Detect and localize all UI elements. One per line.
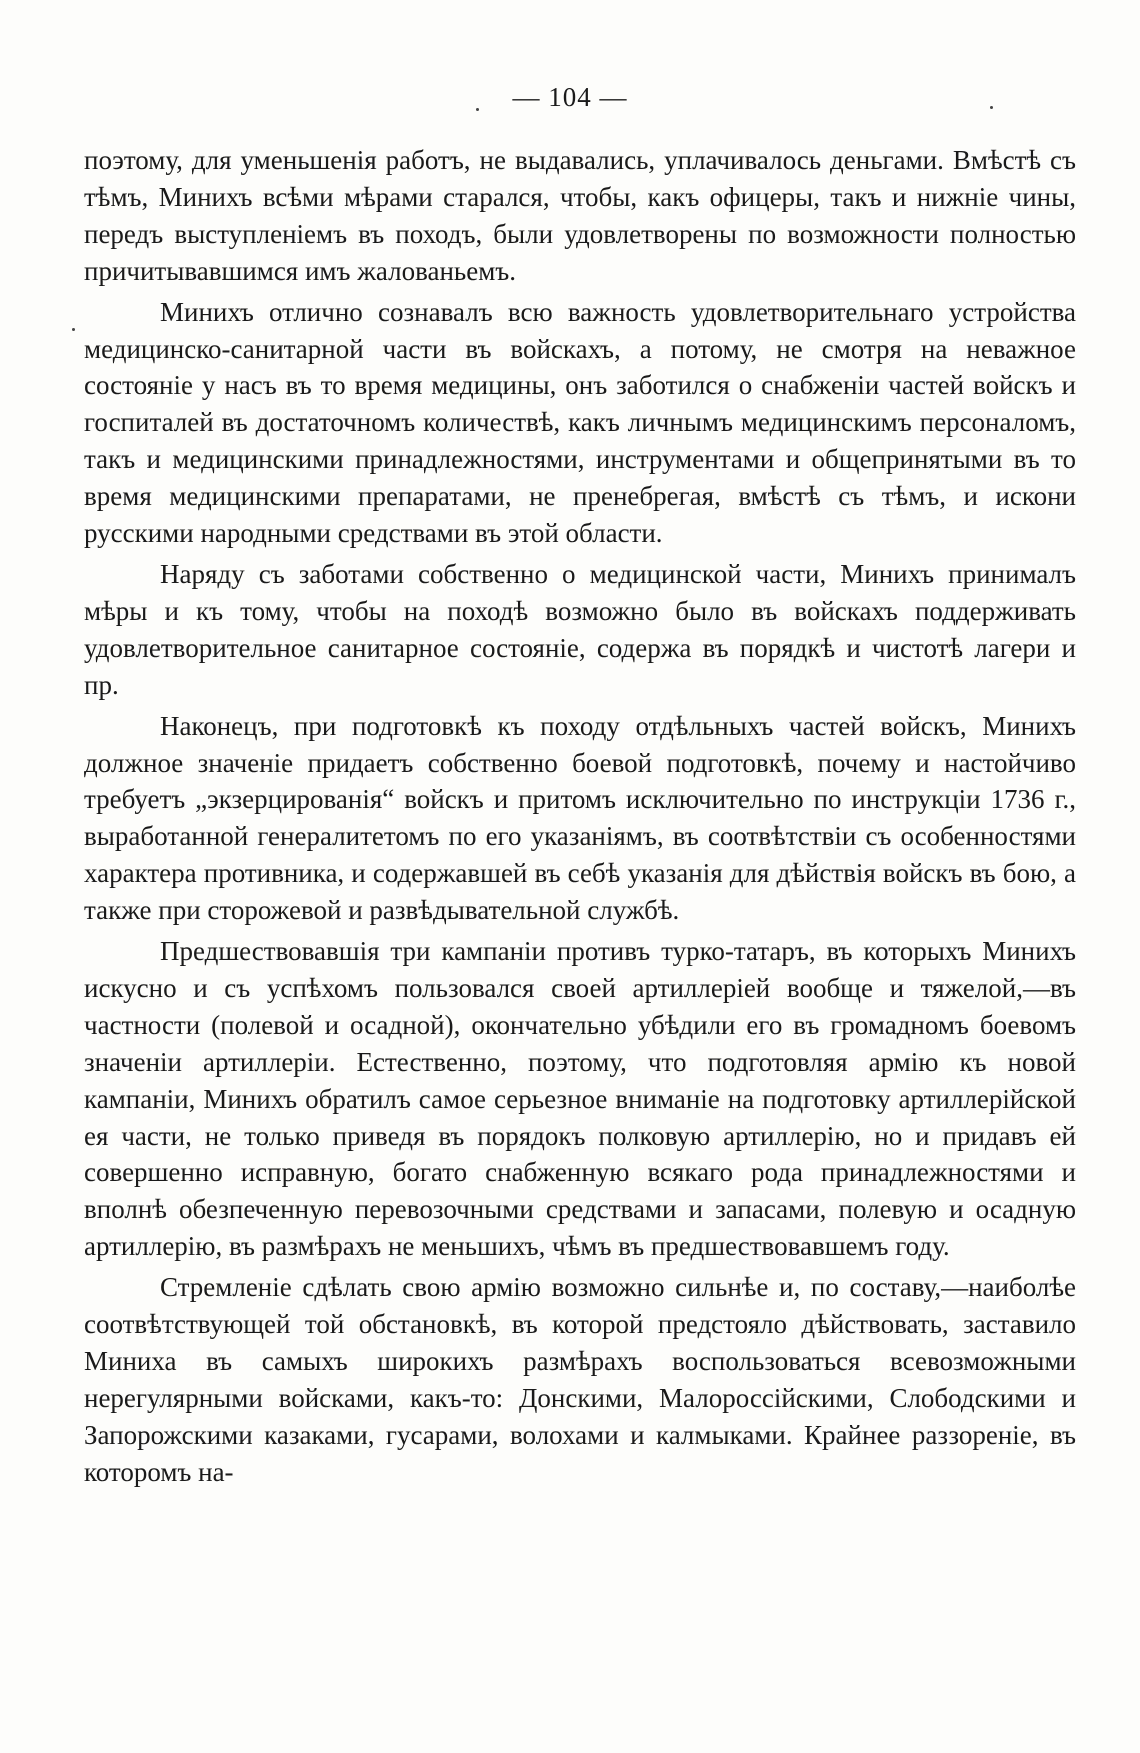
paragraph-irregulars: Стремленіе сдѣлать свою армію возможно сильнѣе и, по составу,—наиболѣе соотвѣтствующей той обстановкѣ, въ которой предстояло дѣйствовать, заставило Миниха въ самыхъ широкихъ размѣрахъ воспользоваться всевозможными нерегулярными войсками, какъ-то: Донскими, Малороссійскими, Слободскими и Запорожскими казаками, гусарами, волохами и калмыками. Крайнее раззореніе, въ которомъ на- [84,1272,1076,1487]
paragraph-medical: Минихъ отлично сознавалъ всю важность удовлетворительнаго устройства медицинско-санитарной части въ войскахъ, а потому, не смотря на неважное состояніе у насъ въ то время медицины, онъ заботился о снабженіи частей войскъ и госпиталей въ достаточномъ количествѣ, какъ личнымъ медицинскимъ персоналомъ, такъ и медицинскими принадлежностями, инструментами и общепринятыми въ то время медицинскими препаратами, не пренебрегая, вмѣстѣ съ тѣмъ, и искони русскими народными средствами въ этой области. [84,296,1076,549]
paragraph-continuation: поэтому, для уменьшенія работъ, не выдавались, уплачивалось деньгами. Вмѣстѣ съ тѣмъ, Минихъ всѣми мѣрами старался, чтобы, какъ офицеры, такъ и нижніе чины, передъ выступленіемъ въ походъ, были удовлетворены по возможности полностью причитывавшимся имъ жалованьемъ. [84,145,1076,286]
paragraph-artillery: Предшествовавшія три кампаніи противъ турко-татаръ, въ которыхъ Минихъ искусно и съ успѣхомъ пользовался своей артиллеріей вообще и тяжелой,—въ частности (полевой и осадной), окончательно убѣдили его въ громадномъ боевомъ значеніи артиллеріи. Естественно, поэтому, что подготовляя армію къ новой кампаніи, Минихъ обратилъ самое серьезное вниманіе на подготовку артиллерійской ея части, не только приведя въ порядокъ полковую артиллерію, но и придавъ ей совершенно исправную, богато снабженную всякаго рода принадлежностями и вполнѣ обезпеченную перевозочными средствами и запасами, полевую и осадную артиллерію, въ размѣрахъ не меньшихъ, чѣмъ въ предшествовавшемъ году. [84,936,1076,1262]
print-speck [476,108,479,111]
print-speck [72,328,75,331]
page-number: — 104 — [512,82,628,112]
print-speck [990,106,993,109]
body-text [84,142,1076,1491]
paragraph-sanitary: Наряду съ заботами собственно о медицинской части, Минихъ принималъ мѣры и къ тому, чтобы на походѣ возможно было въ войскахъ поддерживать удовлетворительное санитарное состояніе, содержа въ порядкѣ и чистотѣ лагери и пр. [84,558,1076,700]
paragraph-training: Наконецъ, при подготовкѣ къ походу отдѣльныхъ частей войскъ, Минихъ должное значеніе придаетъ собственно боевой подготовкѣ, почему и настойчиво требуетъ „экзерцированія“ войскъ и притомъ исключительно по инструкціи 1736 г., выработанной генералитетомъ по его указаніямъ, въ соотвѣтствіи съ особенностями характера противника, и содержавшей въ себѣ указанія для дѣйствія войскъ въ бою, а также при сторожевой и развѣдывательной службѣ. [84,710,1076,926]
